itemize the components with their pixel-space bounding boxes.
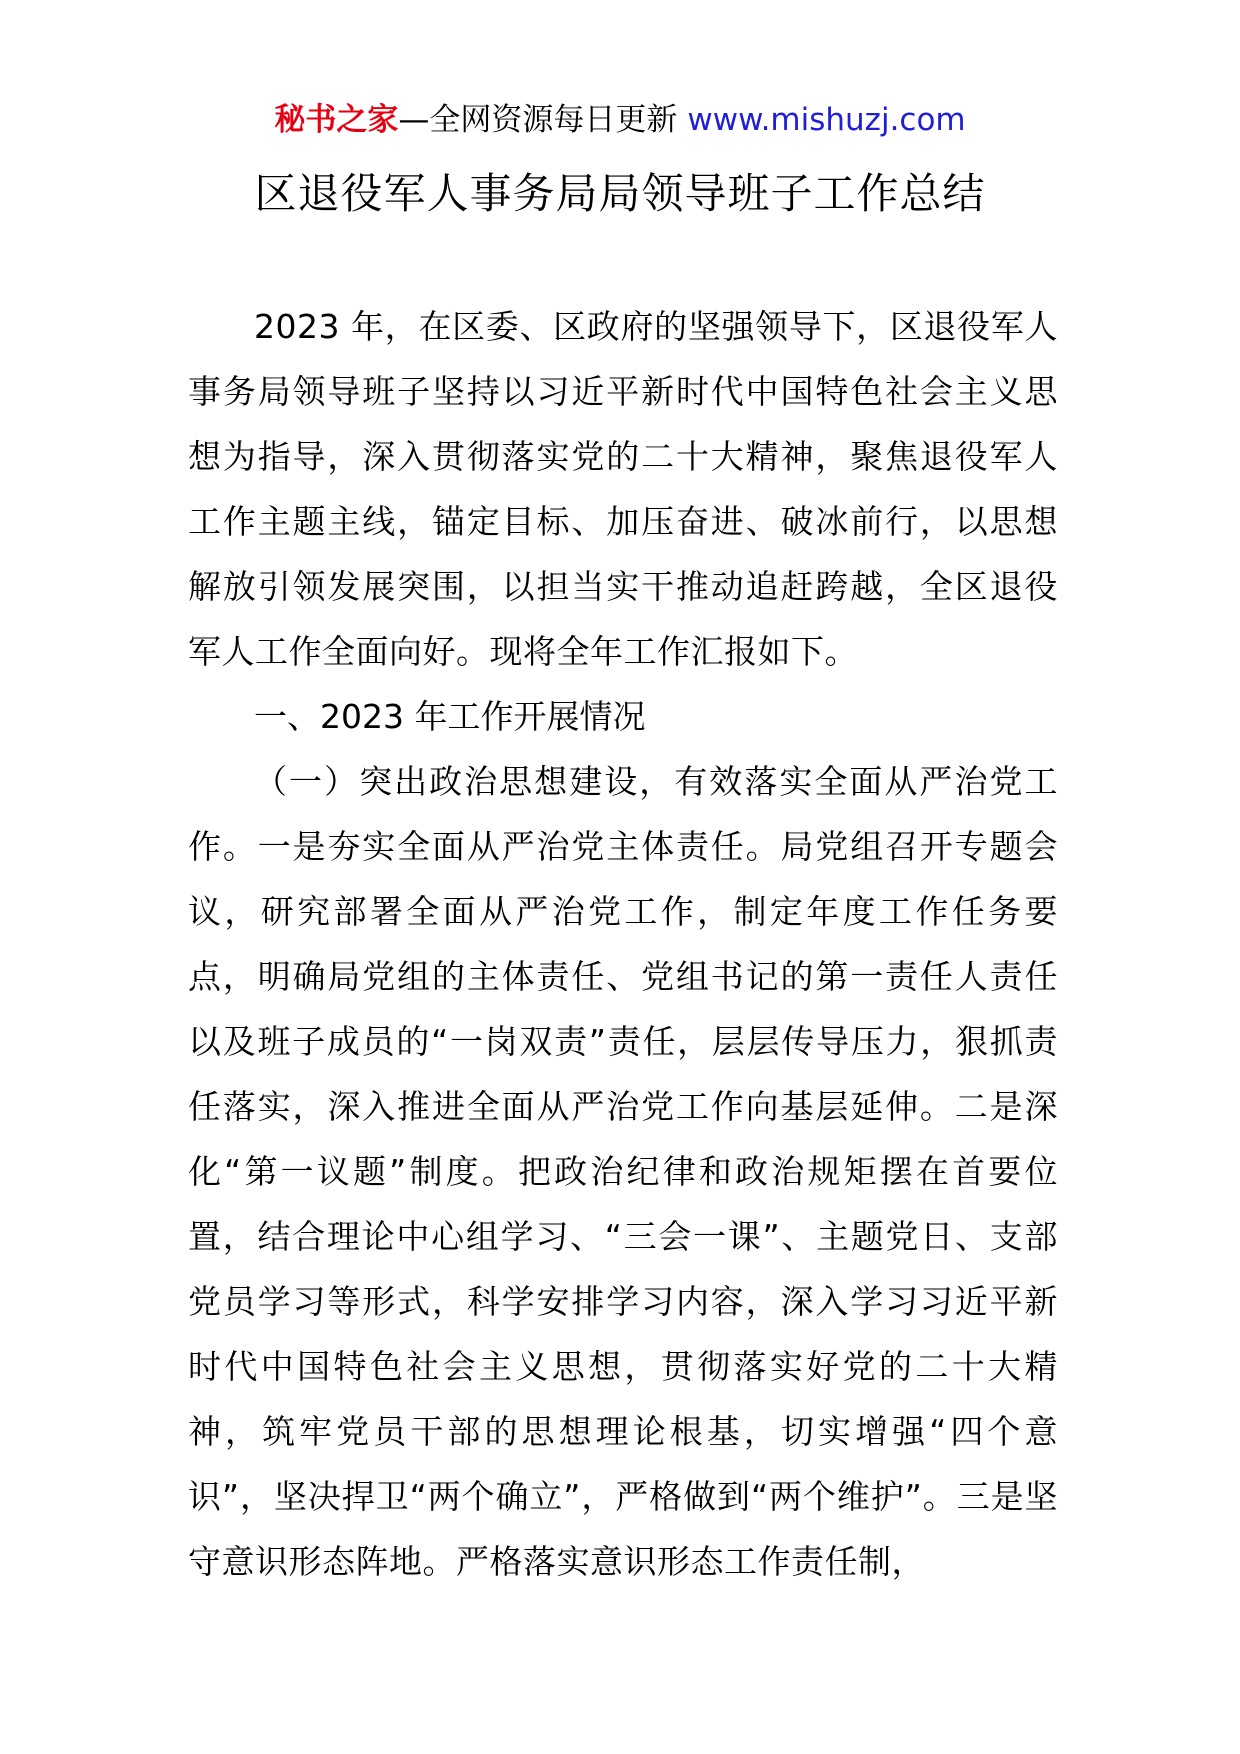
section-heading: 一、2023 年工作开展情况 — [254, 697, 646, 736]
intro-paragraph: 2023 年，在区委、区政府的坚强领导下，区退役军人事务局领导班子坚持以习近平新时代中国特色社会主义思想为指导，深入贯彻落实党的二十大精神，聚焦退役军人工作主题主线，锚定目标、加压奋进、破冰前行，以思想解放引领发展突围，以担当实干推动追赶跨越，全区退役军人工作全面向好。现将全年工作汇报如下。 — [188, 307, 1058, 671]
site-tagline: —全网资源每日更新 — [398, 102, 678, 138]
body-paragraph: （一）突出政治思想建设，有效落实全面从严治党工作。一是夯实全面从严治党主体责任。局党组召开专题会议，研究部署全面从严治党工作，制定年度工作任务要点，明确局党组的主体责任、党组书记的第一责任人责任以及班子成员的“一岗双责”责任，层层传导压力，狠抓责任落实，深入推进全面从严治党工作向基层延伸。二是深化“第一议题”制度。把政治纪律和政治规矩摆在首要位置，结合理论中心组学习、“三会一课”、主题党日、支部党员学习等形式，科学安排学习内容，深入学习习近平新时代中国特色社会主义思想，贯彻落实好党的二十大精神，筑牢党员干部的思想理论根基，切实增强“四个意识”，坚决捍卫“两个确立”，严格做到“两个维护”。三是坚守意识形态阵地。严格落实意识形态工作责任制， — [188, 762, 1058, 1581]
site-brand: 秘书之家 — [274, 102, 399, 138]
site-url-link[interactable]: www.mishuzj.com — [687, 102, 966, 138]
document-title: 区退役军人事务局局领导班子工作总结 — [254, 169, 986, 218]
document-body — [188, 294, 1058, 1594]
site-banner — [0, 98, 1240, 142]
